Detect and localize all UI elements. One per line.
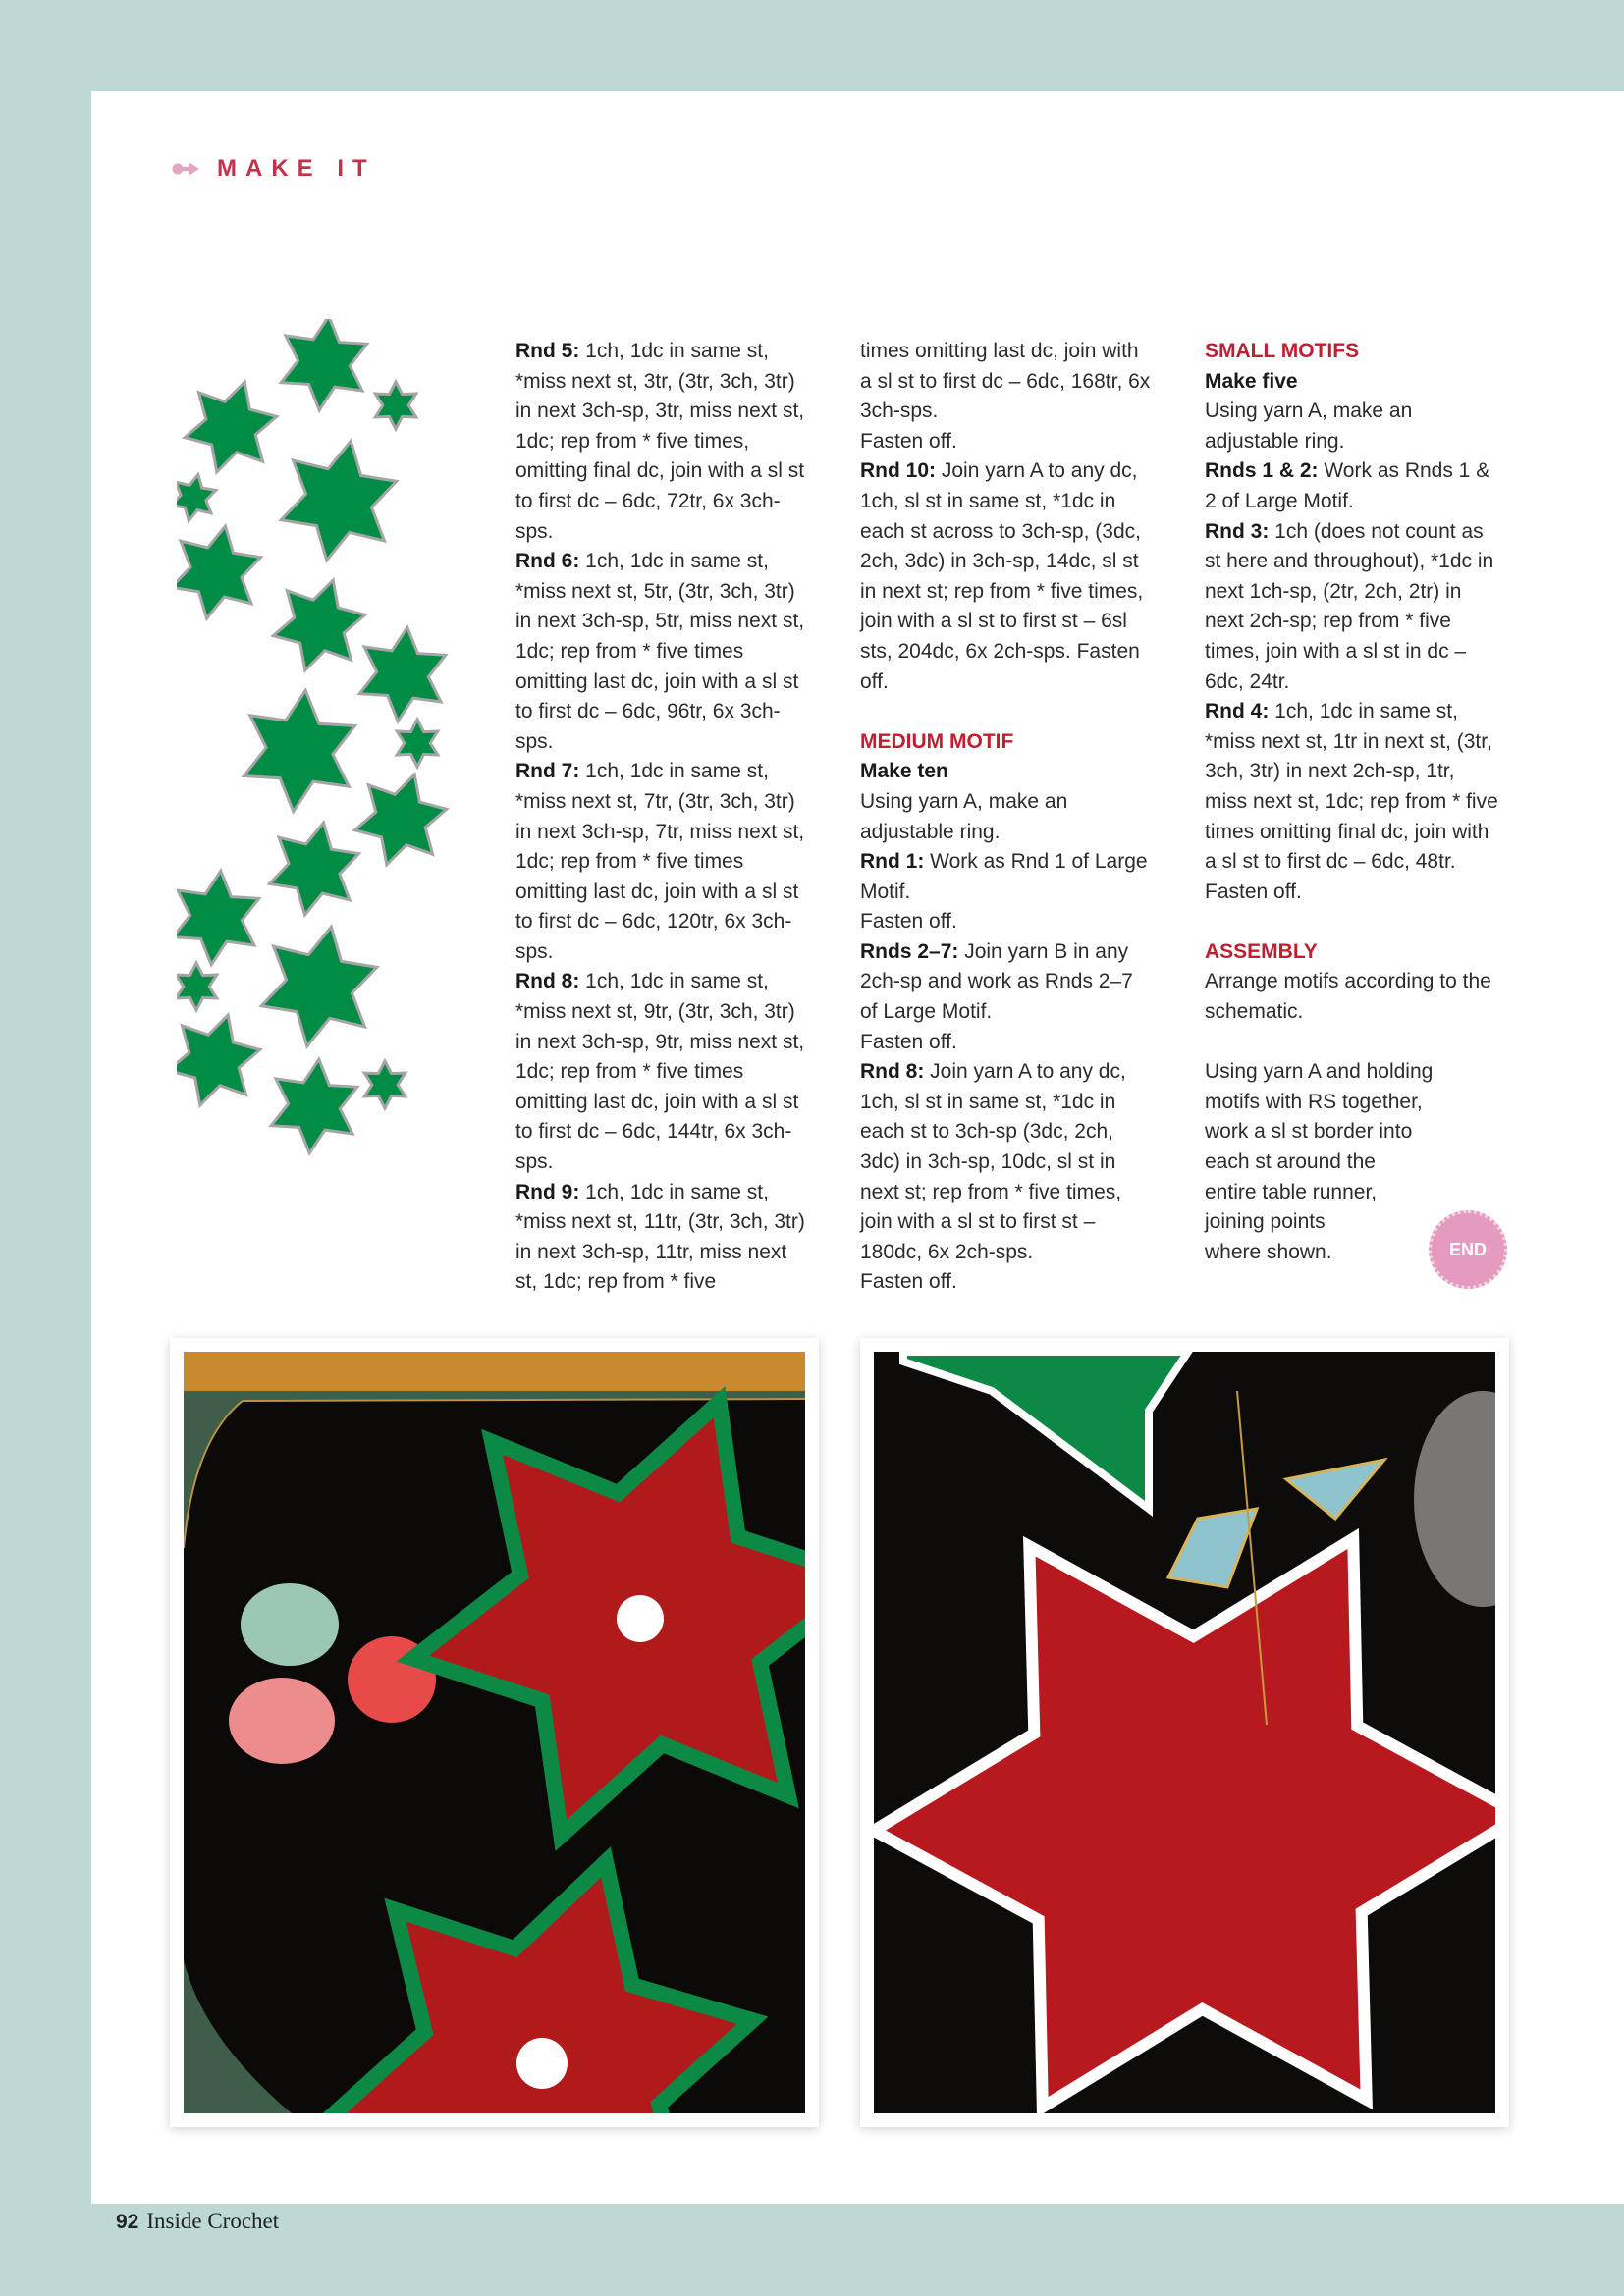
text-column-2 (860, 337, 1155, 1298)
end-badge: END (1429, 1210, 1507, 1289)
medium-intro: Using yarn A, make an adjustable ring. (860, 789, 1068, 843)
schematic-star-motif (270, 823, 359, 915)
schematic-star-motif (177, 963, 217, 1010)
section-title: MAKE IT (217, 155, 376, 182)
rnd-8-instruction: Rnd 8: 1ch, 1dc in same st, *miss next st, 9tr, (3tr, 3ch, 3tr) in next 3ch-sp, 9tr, miss next st, 1dc; rep from * five times omitting last dc, join with a sl st to first dc – 6dc, 144tr, 6x 3ch-sps. (515, 970, 805, 1174)
medium-motif-heading: MEDIUM MOTIF (860, 729, 1014, 753)
photo-image (874, 1352, 1495, 2113)
page-number: 92 (116, 2211, 139, 2233)
assembly-heading: ASSEMBLY (1205, 939, 1318, 963)
rnd-9-instruction: Rnd 9: 1ch, 1dc in same st, *miss next st, 11tr, (3tr, 3ch, 3tr) in next 3ch-sp, 11tr, miss next st, 1dc; rep from * five (515, 1180, 805, 1294)
small-rnd-3: Rnd 3: 1ch (does not count as st here and throughout), *1dc in next 1ch-sp, (2tr, 2ch, 2tr) in next 2ch-sp; rep from * five times, join with a sl st in dc – 6dc, 24tr. (1205, 519, 1494, 693)
section-header (172, 155, 376, 183)
photo-table-runner (170, 1338, 819, 2127)
fasten-off: Fasten off. (860, 1030, 957, 1053)
fasten-off: Fasten off. (860, 910, 957, 934)
rnd-5-instruction: Rnd 5: 1ch, 1dc in same st, *miss next st, 3tr, (3tr, 3ch, 3tr) in next 3ch-sp, 3tr, miss next st, 1dc; rep from * five times, omitting final dc, join with a sl st to first dc – 6dc, 72tr, 6x 3ch-sps. (515, 340, 805, 543)
schematic-star-motif (397, 720, 438, 767)
rnd-6-instruction: Rnd 6: 1ch, 1dc in same st, *miss next st, 5tr, (3tr, 3ch, 3tr) in next 3ch-sp, 5tr, miss next st, 1dc; rep from * five times omitting last dc, join with a sl st to first dc – 6dc, 96tr, 6x 3ch-sps. (515, 550, 805, 753)
photo-red-star-closeup (860, 1338, 1509, 2127)
schematic-star-motif (244, 690, 355, 811)
schematic-star-motif (375, 382, 416, 429)
assembly-step-1: Arrange motifs according to the schematic. (1205, 970, 1491, 1024)
schematic-star-motif (271, 1059, 357, 1153)
medium-rnd-8: Rnd 8: Join yarn A to any dc, 1ch, sl st in same st, *1dc in each st to 3ch-sp (3dc, 2ch, 3dc) in 3ch-sp, 10dc, sl st in next st; rep from * five times, join with a sl st to first st – 180dc, 6x 2ch-sps. (860, 1060, 1126, 1263)
small-rnds-1-2: Rnds 1 & 2: Work as Rnds 1 & 2 of Large Motif. (1205, 459, 1490, 512)
fasten-off: Fasten off. (860, 1270, 957, 1294)
medium-rnd-1: Rnd 1: Work as Rnd 1 of Large Motif. (860, 850, 1148, 903)
schematic-star-motif (281, 441, 397, 561)
schematic-star-motif (177, 1015, 260, 1105)
rnd-7-instruction: Rnd 7: 1ch, 1dc in same st, *miss next st, 7tr, (3tr, 3ch, 3tr) in next 3ch-sp, 7tr, miss next st, 1dc; rep from * five times omitting last dc, join with a sl st to first dc – 6dc, 120tr, 6x 3ch-sps. (515, 760, 805, 963)
arrow-icon (172, 161, 201, 177)
small-motifs-heading: SMALL MOTIFS (1205, 340, 1360, 362)
schematic-star-motif (273, 580, 365, 670)
photo-image (184, 1352, 805, 2113)
motif-schematic (177, 319, 471, 1173)
schematic-star-motif (261, 927, 377, 1046)
page-footer (116, 2209, 279, 2234)
schematic-star-motif (185, 382, 277, 472)
magazine-title: Inside Crochet (146, 2209, 280, 2233)
rnd-10-instruction: Rnd 10: Join yarn A to any dc, 1ch, sl st in same st, *1dc in each st across to 3ch-sp, (3dc, 2ch, 3dc) in 3ch-sp, 14dc, sl st in next st; rep from * five times, join with a sl st to first st – 6sl sts, 204dc, 6x 2ch-sps. Fasten off. (860, 459, 1144, 693)
fasten-off: Fasten off. (860, 429, 957, 453)
make-ten: Make ten (860, 760, 948, 783)
make-five: Make five (1205, 369, 1298, 393)
text-column-3 (1205, 337, 1499, 1267)
schematic-star-motif (177, 526, 261, 618)
medium-rnds-2-7: Rnds 2–7: Join yarn B in any 2ch-sp and work as Rnds 2–7 of Large Motif. (860, 939, 1133, 1024)
text-column-1 (515, 337, 810, 1298)
rnd-9-continued: times omitting last dc, join with a sl st to first dc – 6dc, 168tr, 6x 3ch-sps. (860, 340, 1151, 423)
schematic-star-motif (281, 319, 367, 410)
small-rnd-4: Rnd 4: 1ch, 1dc in same st, *miss next st, 1tr in next st, (3tr, 3ch, 3tr) in next 2ch-sp, 1tr, miss next st, 1dc; rep from * five times omitting final dc, join with a sl st to first dc – 6dc, 48tr. (1205, 700, 1498, 874)
schematic-star-motif (177, 475, 216, 521)
fasten-off: Fasten off. (1205, 880, 1302, 903)
assembly-step-2: Using yarn A and holding motifs with RS together, work a sl st border into each st around the entire table runner, joining points where shown. (1205, 1060, 1434, 1263)
schematic-star-motif (364, 1061, 406, 1108)
schematic-star-motif (177, 871, 259, 965)
schematic-star-motif (354, 774, 447, 865)
schematic-star-motif (359, 627, 446, 721)
small-intro: Using yarn A, make an adjustable ring. (1205, 400, 1413, 453)
